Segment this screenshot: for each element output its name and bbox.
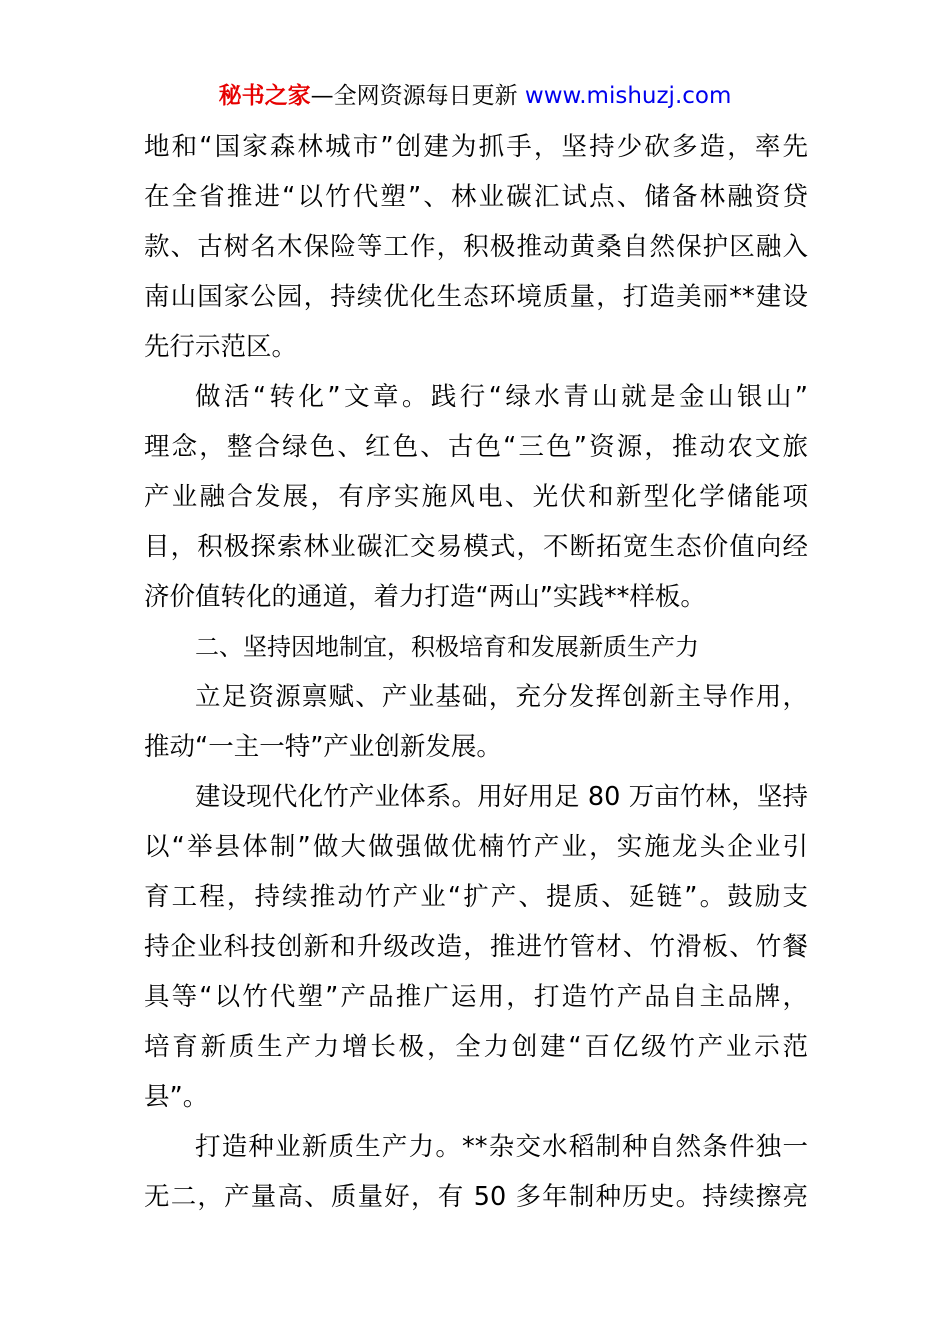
text-line: 产业融合发展，有序实施风电、光伏和新型化学储能项 — [144, 482, 808, 512]
text-line: 培育新质生产力增长极，全力创建“百亿级竹产业示范 — [144, 1032, 808, 1062]
text-line: 在全省推进“以竹代塑”、林业碳汇试点、储备林融资贷 — [144, 182, 808, 212]
text-line: 县”。 — [144, 1082, 209, 1112]
brand-name: 秘书之家 — [218, 83, 311, 109]
text-line: 南山国家公园，持续优化生态环境质量，打造美丽**建设 — [144, 282, 808, 312]
text-line: 先行示范区。 — [144, 332, 298, 362]
paragraph-first-line: 建设现代化竹产业体系。用好用足 80 万亩竹林，坚持 — [195, 782, 808, 812]
site-url[interactable]: www.mishuzj.com — [524, 83, 732, 109]
section-heading: 二、坚持因地制宜，积极培育和发展新质生产力 — [195, 633, 699, 661]
text-line: 以“举县体制”做大做强做优楠竹产业，实施龙头企业引 — [144, 832, 808, 862]
paragraph-first-line: 打造种业新质生产力。**杂交水稻制种自然条件独一 — [195, 1132, 808, 1162]
text-line: 推动“一主一特”产业创新发展。 — [144, 732, 502, 762]
text-line: 理念，整合绿色、红色、古色“三色”资源，推动农文旅 — [144, 432, 808, 462]
text-line: 无二，产量高、质量好，有 50 多年制种历史。持续擦亮 — [144, 1182, 808, 1212]
text-line: 地和“国家森林城市”创建为抓手，坚持少砍多造，率先 — [144, 132, 808, 162]
text-line: 济价值转化的通道，着力打造“两山”实践**样板。 — [144, 582, 706, 612]
header-tagline: —全网资源每日更新 — [310, 83, 518, 109]
paragraph-first-line: 立足资源禀赋、产业基础，充分发挥创新主导作用， — [195, 682, 808, 712]
text-line: 具等“以竹代塑”产品推广运用，打造竹产品自主品牌， — [144, 982, 808, 1012]
document-body — [144, 122, 808, 1222]
paragraph-first-line: 做活“转化”文章。践行“绿水青山就是金山银山” — [195, 382, 808, 412]
text-line: 持企业科技创新和升级改造，推进竹管材、竹滑板、竹餐 — [144, 932, 808, 962]
site-header — [0, 80, 950, 112]
text-line: 目，积极探索林业碳汇交易模式，不断拓宽生态价值向经 — [144, 532, 808, 562]
text-line: 育工程，持续推动竹产业“扩产、提质、延链”。鼓励支 — [144, 882, 808, 912]
text-line: 款、古树名木保险等工作，积极推动黄桑自然保护区融入 — [144, 232, 808, 262]
